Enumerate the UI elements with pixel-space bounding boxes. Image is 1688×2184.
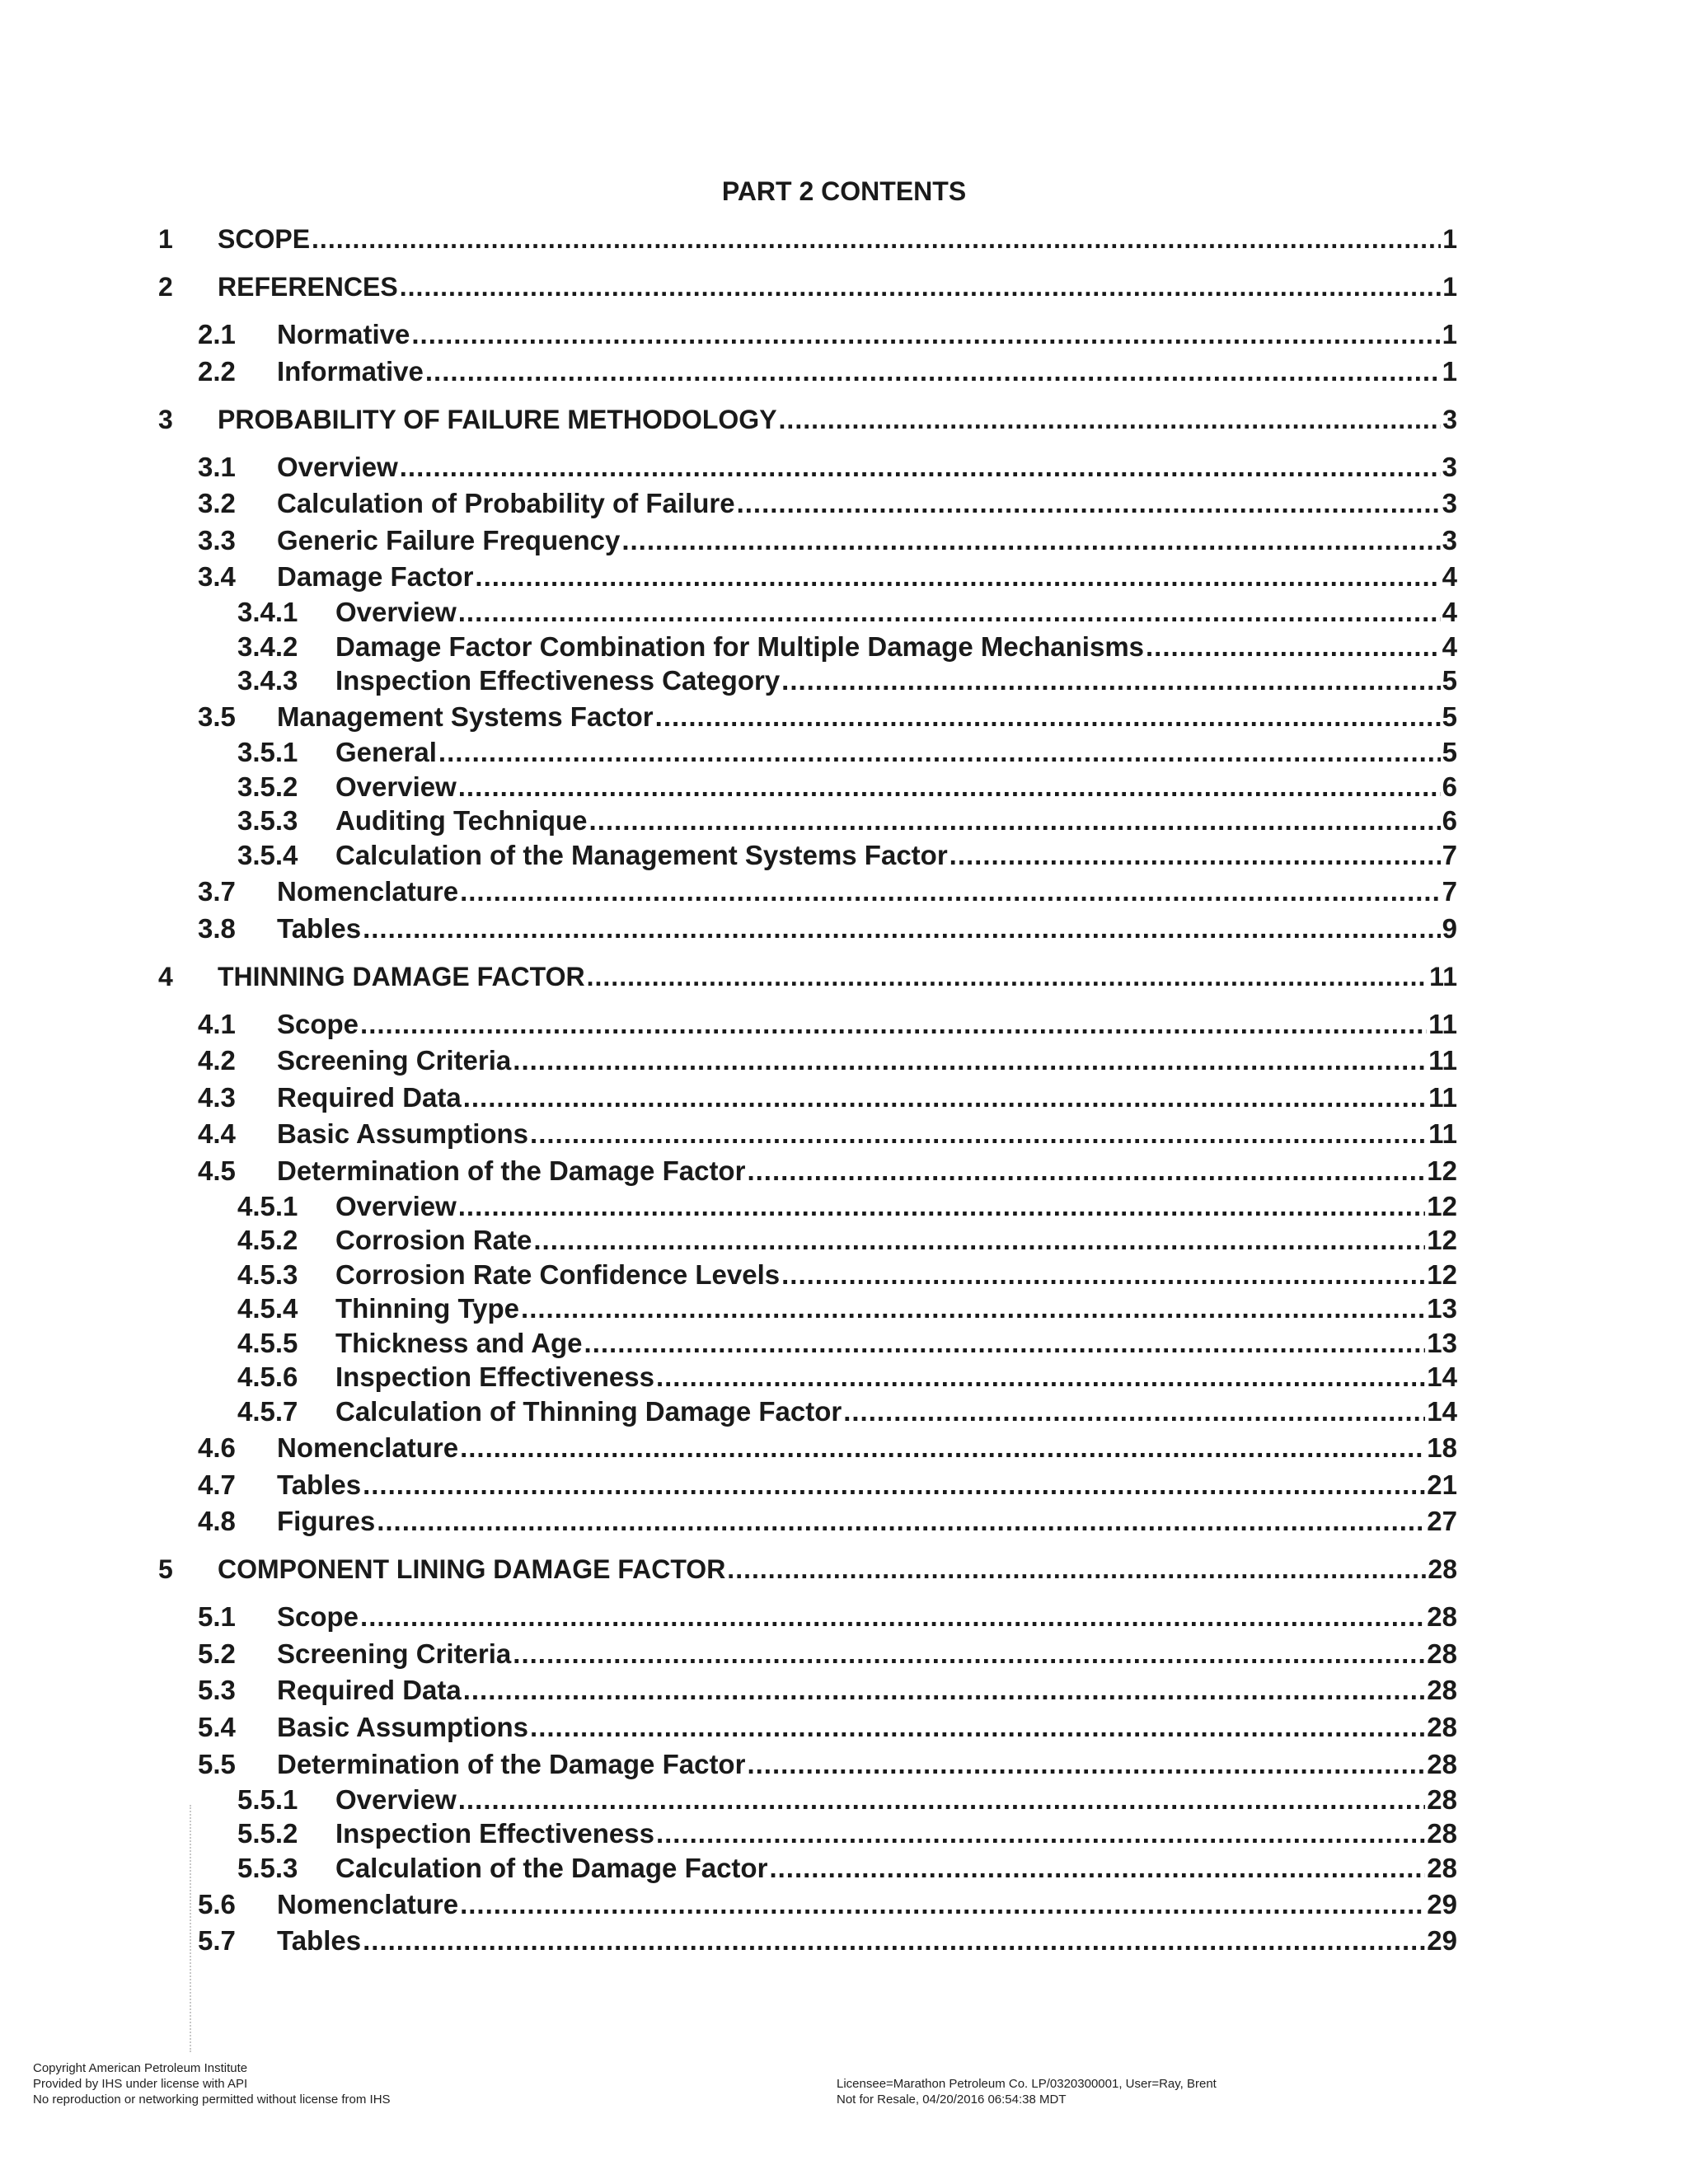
toc-entry-title: Overview (277, 451, 398, 482)
toc-entry[interactable] (237, 839, 1457, 872)
toc-entry[interactable] (198, 701, 1457, 733)
toc-entry-title: Management Systems Factor (277, 701, 654, 733)
toc-entry[interactable] (198, 451, 1457, 484)
toc-leader-dots (458, 1783, 1426, 1816)
toc-entry-number: 5.5 (198, 1748, 236, 1779)
toc-leader-dots (513, 1044, 1427, 1077)
toc-leader-dots (458, 771, 1441, 804)
toc-entry-title: Nomenclature (277, 1888, 459, 1919)
toc-leader-dots (769, 1852, 1425, 1885)
toc-leader-dots (460, 1432, 1425, 1465)
toc-entry-title: General (335, 737, 437, 768)
toc-entry-title: Scope (277, 1601, 359, 1633)
footer-right (837, 2076, 1217, 2107)
toc-entry-page: 14 (1427, 1361, 1457, 1393)
toc-leader-dots (655, 701, 1441, 733)
toc-entry[interactable] (198, 355, 1457, 388)
toc-entry[interactable] (198, 912, 1457, 945)
toc-entry-number: 3.4.1 (237, 597, 298, 628)
toc-leader-dots (779, 403, 1442, 436)
toc-leader-dots (587, 960, 1428, 993)
toc-entry-number: 3.5.3 (237, 805, 298, 837)
toc-leader-dots (363, 1469, 1425, 1502)
toc-entry[interactable] (158, 270, 1457, 303)
toc-entry-number: 3.8 (198, 912, 236, 944)
toc-leader-dots (656, 1817, 1425, 1850)
toc-entry-number: 3.1 (198, 451, 236, 482)
toc-entry-number: 5.1 (198, 1601, 236, 1633)
toc-entry-number: 1 (158, 224, 173, 254)
toc-entry-number: 3.5.2 (237, 771, 298, 802)
toc-entry-page: 21 (1427, 1469, 1457, 1500)
toc-entry[interactable] (198, 1748, 1457, 1781)
toc-entry-title: Tables (277, 1469, 362, 1500)
toc-entry[interactable] (198, 1638, 1457, 1671)
toc-leader-dots (737, 487, 1441, 520)
toc-entry-page: 13 (1427, 1327, 1457, 1358)
toc-leader-dots (360, 1008, 1427, 1041)
toc-entry-number: 4.2 (198, 1045, 236, 1076)
toc-entry-number: 5 (158, 1554, 173, 1585)
toc-entry[interactable] (198, 1888, 1457, 1921)
footer-left (33, 2060, 391, 2107)
toc-entry-page: 11 (1429, 961, 1457, 991)
toc-entry[interactable] (198, 1924, 1457, 1957)
toc-leader-dots (584, 1327, 1426, 1360)
toc-entry[interactable] (237, 1361, 1457, 1394)
toc-entry-title: Tables (277, 1925, 362, 1957)
toc-entry[interactable] (237, 736, 1457, 769)
toc-entry[interactable] (237, 1258, 1457, 1291)
toc-entry-title: Basic Assumptions (277, 1118, 529, 1150)
toc-leader-dots (950, 839, 1441, 872)
toc-entry-title: Nomenclature (277, 875, 459, 907)
toc-entry-number: 4.8 (198, 1506, 236, 1537)
toc-entry-number: 4.5.4 (237, 1293, 298, 1324)
toc-leader-dots (458, 596, 1441, 629)
toc-entry-title: SCOPE (218, 224, 311, 254)
toc-entry-page: 5 (1442, 737, 1457, 768)
toc-entry-title: Overview (335, 771, 457, 802)
toc-entry-number: 5.5.2 (237, 1818, 298, 1849)
toc-entry-title: PROBABILITY OF FAILURE METHODOLOGY (218, 404, 777, 434)
toc-entry[interactable] (198, 487, 1457, 520)
toc-entry-page: 5 (1442, 701, 1457, 733)
toc-entry-number: 5.4 (198, 1711, 236, 1742)
toc-entry-title: Determination of the Damage Factor (277, 1155, 746, 1186)
toc-entry-number: 2.1 (198, 319, 236, 349)
toc-entry[interactable] (198, 1505, 1457, 1538)
toc-entry-number: 3.2 (198, 488, 236, 519)
toc-entry[interactable] (198, 1081, 1457, 1114)
toc-entry-title: Figures (277, 1506, 376, 1537)
toc-entry[interactable] (237, 1190, 1457, 1223)
toc-entry-title: Generic Failure Frequency (277, 524, 621, 555)
toc-entry[interactable] (237, 1327, 1457, 1360)
toc-entry[interactable] (237, 1852, 1457, 1885)
toc-entry[interactable] (237, 1292, 1457, 1325)
toc-entry[interactable] (237, 1817, 1457, 1850)
toc-leader-dots (1146, 630, 1441, 663)
toc-entry[interactable] (198, 1711, 1457, 1744)
toc-entry-page: 4 (1442, 630, 1457, 662)
toc-entry-title: Damage Factor Combination for Multiple Damage Mechanisms (335, 630, 1145, 662)
toc-entry[interactable] (158, 960, 1457, 993)
toc-entry-title: Thinning Type (335, 1293, 520, 1324)
toc-entry-title: Required Data (277, 1675, 462, 1706)
toc-entry-page: 3 (1442, 524, 1457, 555)
toc-leader-dots (521, 1292, 1425, 1325)
toc-entry-page: 3 (1442, 404, 1457, 434)
toc-entry-page: 12 (1427, 1258, 1457, 1290)
toc-entry[interactable] (158, 403, 1457, 436)
toc-entry-page: 12 (1427, 1155, 1457, 1186)
toc-entry[interactable] (198, 318, 1457, 351)
toc-entry-number: 2 (158, 272, 173, 302)
toc-entry-page: 11 (1428, 1081, 1457, 1113)
toc-entry-title: Damage Factor (277, 561, 474, 593)
toc-entry-title: Tables (277, 912, 362, 944)
toc-leader-dots (438, 736, 1441, 769)
toc-entry-title: Inspection Effectiveness (335, 1361, 654, 1393)
toc-leader-dots (460, 875, 1441, 908)
toc-leader-dots (656, 1361, 1425, 1394)
toc-entry[interactable] (198, 1044, 1457, 1077)
toc-leader-dots (533, 1224, 1425, 1257)
toc-entry-number: 4.3 (198, 1081, 236, 1113)
toc-entry-title: Calculation of Probability of Failure (277, 488, 735, 519)
toc-entry-title: Inspection Effectiveness Category (335, 665, 781, 696)
toc-entry-number: 3.4 (198, 561, 236, 593)
toc-entry-title: Determination of the Damage Factor (277, 1748, 746, 1779)
toc-entry-number: 4 (158, 961, 173, 991)
toc-leader-dots (727, 1553, 1426, 1586)
toc-entry-page: 12 (1427, 1190, 1457, 1221)
toc-leader-dots (475, 560, 1440, 593)
toc-entry-number: 3.3 (198, 524, 236, 555)
toc-entry-number: 5.5.3 (237, 1852, 298, 1883)
toc-entry-number: 5.5.1 (237, 1783, 298, 1815)
toc-entry-number: 4.5.2 (237, 1225, 298, 1256)
toc-entry-number: 4.4 (198, 1118, 236, 1150)
toc-entry-page: 1 (1442, 272, 1457, 302)
toc-leader-dots (530, 1118, 1427, 1151)
toc-entry-page: 7 (1442, 839, 1457, 870)
toc-entry-page: 27 (1427, 1506, 1457, 1537)
toc-entry[interactable] (237, 804, 1457, 837)
toc-entry-number: 4.5.7 (237, 1395, 298, 1427)
toc-entry[interactable] (198, 1601, 1457, 1633)
toc-entry[interactable] (237, 1395, 1457, 1428)
toc-entry-title: Nomenclature (277, 1432, 459, 1463)
toc-entry[interactable] (198, 1432, 1457, 1465)
toc-entry-title: THINNING DAMAGE FACTOR (218, 961, 585, 991)
toc-leader-dots (747, 1155, 1425, 1188)
toc-entry[interactable] (237, 664, 1457, 697)
toc-entry-page: 3 (1442, 488, 1457, 519)
toc-leader-dots (843, 1395, 1425, 1428)
toc-entry-page: 11 (1428, 1118, 1457, 1150)
toc-entry-page: 28 (1427, 1711, 1457, 1742)
toc-entry-title: Thickness and Age (335, 1327, 583, 1358)
toc-entry-number: 3.5 (198, 701, 236, 733)
toc-entry-page: 29 (1427, 1888, 1457, 1919)
toc-entry-page: 3 (1442, 451, 1457, 482)
toc-entry-title: Screening Criteria (277, 1045, 512, 1076)
toc-leader-dots (463, 1081, 1427, 1114)
toc-leader-dots (589, 804, 1441, 837)
toc-entry-title: Calculation of the Management Systems Factor (335, 839, 948, 870)
toc-entry[interactable] (237, 1224, 1457, 1257)
toc-entry-title: Overview (335, 1190, 457, 1221)
toc-leader-dots (312, 223, 1441, 255)
toc-entry-number: 3.7 (198, 875, 236, 907)
binding-dots (190, 1805, 195, 2052)
toc-entry[interactable] (158, 223, 1457, 255)
footer-line: No reproduction or networking permitted without license from IHS (33, 2093, 391, 2107)
toc-entry-title: Overview (335, 1783, 457, 1815)
toc-entry[interactable] (198, 1155, 1457, 1188)
toc-entry-number: 4.1 (198, 1008, 236, 1039)
toc-leader-dots (513, 1638, 1425, 1671)
toc-entry-page: 28 (1427, 1601, 1457, 1633)
toc-entry-number: 5.7 (198, 1925, 236, 1957)
toc-entry-page: 4 (1442, 597, 1457, 628)
toc-entry-title: Screening Criteria (277, 1638, 512, 1669)
toc-leader-dots (747, 1748, 1425, 1781)
toc-entry-title: Auditing Technique (335, 805, 588, 837)
toc-entry-number: 4.5.3 (237, 1258, 298, 1290)
toc-entry-page: 4 (1442, 561, 1457, 593)
toc-entry-number: 3 (158, 404, 173, 434)
toc-leader-dots (363, 912, 1441, 945)
toc-entry-page: 6 (1442, 771, 1457, 802)
toc-entry-page: 28 (1427, 1675, 1457, 1706)
toc-entry-title: Inspection Effectiveness (335, 1818, 654, 1849)
toc-leader-dots (781, 664, 1440, 697)
toc-entry-number: 4.5.1 (237, 1190, 298, 1221)
toc-entry-title: Required Data (277, 1081, 462, 1113)
toc-entry-page: 28 (1427, 1748, 1457, 1779)
toc-leader-dots (425, 355, 1441, 388)
toc-entry-number: 4.5.6 (237, 1361, 298, 1393)
toc-entry[interactable] (237, 630, 1457, 663)
toc-entry-page: 28 (1428, 1554, 1457, 1585)
toc-entry-page: 11 (1428, 1045, 1457, 1076)
toc-entry[interactable] (198, 1674, 1457, 1707)
toc-entry-number: 3.5.4 (237, 839, 298, 870)
footer-line: Provided by IHS under license with API (33, 2077, 248, 2091)
toc-entry-page: 28 (1427, 1852, 1457, 1883)
toc-entry-page: 5 (1442, 665, 1457, 696)
toc-entry-page: 1 (1442, 224, 1457, 254)
toc-entry-number: 5.2 (198, 1638, 236, 1669)
toc-entry-title: Informative (277, 355, 424, 387)
toc-entry-page: 13 (1427, 1293, 1457, 1324)
toc-entry-title: Normative (277, 319, 410, 349)
toc-leader-dots (377, 1505, 1425, 1538)
toc-entry-page: 12 (1427, 1225, 1457, 1256)
toc-entry-number: 4.5 (198, 1155, 236, 1186)
toc-entry[interactable] (198, 560, 1457, 593)
toc-entry-title: Calculation of the Damage Factor (335, 1852, 768, 1883)
toc-entry-title: Overview (335, 597, 457, 628)
toc-entry-number: 5.3 (198, 1675, 236, 1706)
toc-entry[interactable] (198, 1008, 1457, 1041)
toc-entry-page: 6 (1442, 805, 1457, 837)
toc-entry-page: 29 (1427, 1925, 1457, 1957)
toc-entry-number: 3.5.1 (237, 737, 298, 768)
toc-leader-dots (458, 1190, 1426, 1223)
toc-leader-dots (463, 1674, 1426, 1707)
toc-entry-page: 11 (1428, 1008, 1457, 1039)
toc-entry[interactable] (198, 875, 1457, 908)
toc-entry-page: 18 (1427, 1432, 1457, 1463)
toc-entry[interactable] (237, 1783, 1457, 1816)
toc-entry-number: 5.6 (198, 1888, 236, 1919)
toc-entry-title: Corrosion Rate Confidence Levels (335, 1258, 781, 1290)
toc-entry-page: 9 (1442, 912, 1457, 944)
toc-leader-dots (460, 1888, 1425, 1921)
toc-entry-page: 1 (1442, 319, 1457, 349)
toc-leader-dots (621, 524, 1440, 557)
toc-entry-title: REFERENCES (218, 272, 398, 302)
toc-entry-title: COMPONENT LINING DAMAGE FACTOR (218, 1554, 726, 1585)
footer-line: Licensee=Marathon Petroleum Co. LP/0320300001, User=Ray, Brent (837, 2077, 1217, 2091)
toc-entry-page: 14 (1427, 1395, 1457, 1427)
toc-entry-page: 28 (1427, 1783, 1457, 1815)
toc-entry[interactable] (237, 771, 1457, 804)
toc-leader-dots (363, 1924, 1425, 1957)
toc-leader-dots (360, 1601, 1425, 1633)
toc-entry-number: 2.2 (198, 355, 236, 387)
toc-leader-dots (530, 1711, 1425, 1744)
toc-entry-page: 28 (1427, 1638, 1457, 1669)
toc-entry-number: 3.4.2 (237, 630, 298, 662)
toc-entry-page: 28 (1427, 1818, 1457, 1849)
toc-leader-dots (400, 451, 1441, 484)
toc-entry-number: 3.4.3 (237, 665, 298, 696)
toc-entry-number: 4.6 (198, 1432, 236, 1463)
toc-entry-number: 4.7 (198, 1469, 236, 1500)
footer-line: Not for Resale, 04/20/2016 06:54:38 MDT (837, 2093, 1067, 2107)
toc-leader-dots (400, 270, 1442, 303)
toc-entry[interactable] (198, 524, 1457, 557)
toc-entry-page: 1 (1442, 355, 1457, 387)
toc-entry[interactable] (237, 596, 1457, 629)
toc-entry[interactable] (158, 1553, 1457, 1586)
toc-entry-title: Calculation of Thinning Damage Factor (335, 1395, 842, 1427)
toc-entry[interactable] (198, 1118, 1457, 1151)
toc-entry[interactable] (198, 1469, 1457, 1502)
footer-line: Copyright American Petroleum Institute (33, 2061, 248, 2075)
toc-entry-page: 7 (1442, 875, 1457, 907)
toc-entry-number: 4.5.5 (237, 1327, 298, 1358)
toc-leader-dots (411, 318, 1440, 351)
page-title: PART 2 CONTENTS (721, 176, 967, 206)
toc-leader-dots (781, 1258, 1425, 1291)
toc-entry-title: Scope (277, 1008, 359, 1039)
toc-entry-title: Basic Assumptions (277, 1711, 529, 1742)
toc-entry-title: Corrosion Rate (335, 1225, 532, 1256)
